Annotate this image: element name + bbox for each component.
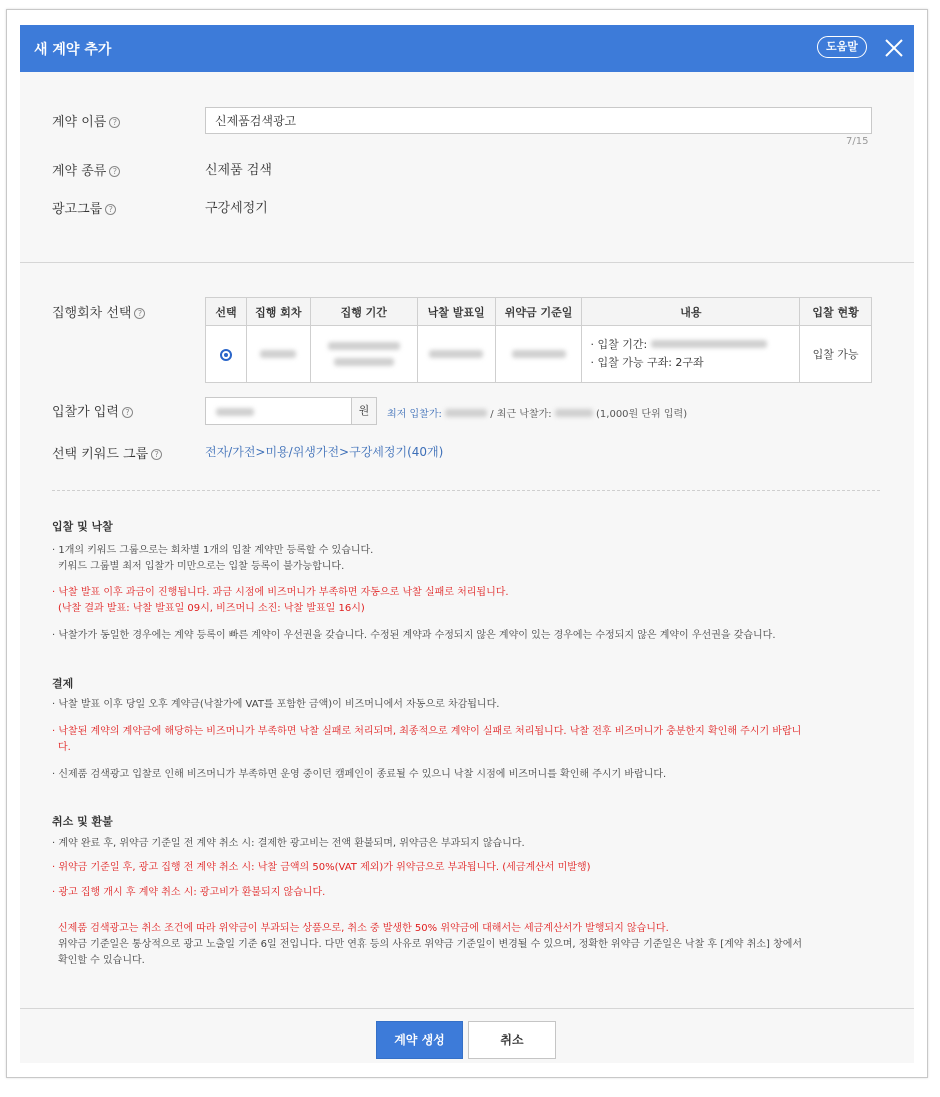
section-title-payment: 결제 [52, 677, 74, 690]
question-circle-icon[interactable]: ? [105, 204, 116, 215]
redacted-period-end [334, 358, 394, 366]
modal-header [20, 25, 914, 72]
question-circle-icon[interactable]: ? [134, 308, 145, 319]
help-button[interactable]: 도움말 [817, 36, 867, 58]
notice-item-warning: · 위약금 기준일 후, 광고 집행 전 계약 취소 시: 낙찰 금액의 50%(VAT 제외)가 위약금으로 부과됩니다. (세금계산서 미발행) [52, 862, 591, 873]
col-header-penalty-date: 위약금 기준일 [495, 298, 582, 326]
content-cell [582, 326, 800, 383]
bid-price-label: 입찰가 입력 ? [52, 401, 133, 420]
footer-divider [20, 1008, 914, 1009]
penalty-date-cell [495, 326, 582, 383]
contract-name-input[interactable] [205, 107, 872, 134]
bid-status-cell: 입찰 가능 [800, 326, 872, 383]
create-contract-button[interactable]: 계약 생성 [376, 1021, 463, 1059]
close-icon[interactable] [882, 36, 906, 60]
notice-divider [52, 490, 880, 491]
contract-type-label: 계약 종류 ? [52, 160, 120, 179]
col-header-content: 내용 [582, 298, 800, 326]
keyword-group-label: 선택 키워드 그룹 ? [52, 443, 162, 462]
min-bid-label[interactable]: 최저 입찰가: [387, 409, 442, 420]
bid-slots-line: · 입찰 가능 구좌: 2구좌 [590, 356, 704, 369]
redacted-bid-value [216, 408, 254, 416]
cancel-button[interactable]: 취소 [468, 1021, 556, 1059]
notice-item-warning: · 낙찰 발표 이후 과금이 진행됩니다. 과금 시점에 비즈머니가 부족하면 자동으로 낙찰 실패로 처리됩니다. (낙찰 결과 발표: 낙찰 발표일 09시, 비즈머니 소진: 낙찰 발표일 16시) [52, 587, 509, 614]
notice-item-warning: 신제품 검색광고는 취소 조건에 따라 위약금이 부과되는 상품으로, 취소 중 발생한 50% 위약금에 대해서는 세금계산서가 발행되지 않습니다. [58, 923, 669, 934]
section-title-bidding: 입찰 및 낙찰 [52, 520, 113, 533]
announce-date-cell [417, 326, 495, 383]
question-circle-icon[interactable]: ? [151, 449, 162, 460]
redacted-min-bid [445, 409, 487, 417]
section-title-refund: 취소 및 환불 [52, 815, 113, 828]
question-circle-icon[interactable]: ? [122, 407, 133, 418]
redacted-penalty-date [512, 350, 566, 358]
notice-item: · 1개의 키워드 그룹으로는 회차별 1개의 입찰 계약만 등록할 수 있습니다. 키워드 그룹별 최저 입찰가 미만으로는 입찰 등록이 불가능합니다. [52, 545, 374, 572]
select-cell[interactable] [206, 326, 247, 383]
question-circle-icon[interactable]: ? [109, 117, 120, 128]
ad-group-label: 광고그룹 ? [52, 198, 116, 217]
bid-period-line: · 입찰 기간: [590, 336, 799, 354]
unit-note: (1,000원 단위 입력) [596, 409, 688, 420]
new-contract-modal [20, 25, 914, 1063]
contract-name-label: 계약 이름 ? [52, 111, 120, 130]
table-row[interactable] [206, 326, 872, 383]
redacted-announce-date [429, 350, 483, 358]
col-header-period: 집행 기간 [310, 298, 417, 326]
session-table [205, 297, 872, 383]
ad-group-value: 구강세정기 [205, 201, 268, 216]
contract-type-value: 신제품 검색 [205, 163, 272, 178]
col-header-announce-date: 낙찰 발표일 [417, 298, 495, 326]
round-cell [246, 326, 310, 383]
table-header-row [206, 298, 872, 326]
col-header-select: 선택 [206, 298, 247, 326]
redacted-period-start [328, 342, 400, 350]
col-header-bid-status: 입찰 현황 [800, 298, 872, 326]
period-cell [310, 326, 417, 383]
notice-item-warning: · 광고 집행 개시 후 계약 취소 시: 광고비가 환불되지 않습니다. [52, 887, 326, 898]
notice-item: 위약금 기준일은 통상적으로 광고 노출일 기준 6일 전입니다. 다만 연휴 등의 사유로 위약금 기준일이 변경될 수 있으며, 정확한 위약금 기준일은 낙찰 후 [계약 취소] 창에서 확인할 수 있습니다. [58, 939, 803, 966]
name-char-counter: 7/15 [846, 136, 869, 147]
redacted-round [260, 350, 296, 358]
currency-unit: 원 [352, 397, 377, 425]
redacted-bid-period [651, 340, 767, 348]
modal-title: 새 계약 추가 [34, 42, 112, 58]
session-select-label: 집행회차 선택 ? [52, 302, 145, 321]
keyword-group-link[interactable]: 전자/가전>미용/위생가전>구강세정기(40개) [205, 445, 444, 459]
col-header-round: 집행 회차 [246, 298, 310, 326]
question-circle-icon[interactable]: ? [109, 166, 120, 177]
notice-item: · 낙찰 발표 이후 당일 오후 계약금(낙찰가에 VAT를 포함한 금액)이 비즈머니에서 자동으로 차감됩니다. [52, 699, 500, 710]
session-radio[interactable] [220, 349, 232, 361]
bid-price-input[interactable] [205, 397, 352, 425]
recent-bid-label: / 최근 낙찰가: [490, 409, 552, 420]
notice-item: · 낙찰가가 동일한 경우에는 계약 등록이 빠른 계약이 우선권을 갖습니다. 수정된 계약과 수정되지 않은 계약이 있는 경우에는 수정되지 않은 계약이 우선권을 갖습니다. [52, 630, 776, 641]
section-divider [20, 262, 914, 263]
notice-item: · 신제품 검색광고 입찰로 인해 비즈머니가 부족하면 운영 중이던 캠페인이 종료될 수 있으니 낙찰 시점에 비즈머니를 확인해 주시기 바랍니다. [52, 769, 667, 780]
redacted-recent-bid [555, 409, 593, 417]
bid-price-info [387, 405, 687, 420]
notice-item-warning: · 낙찰된 계약의 계약금에 해당하는 비즈머니가 부족하면 낙찰 실패로 처리되며, 최종적으로 계약이 실패로 처리됩니다. 낙찰 전후 비즈머니가 충분한지 확인해 주시기 바랍니 다. [52, 726, 802, 753]
notice-item: · 계약 완료 후, 위약금 기준일 전 계약 취소 시: 결제한 광고비는 전액 환불되며, 위약금은 부과되지 않습니다. [52, 838, 525, 849]
